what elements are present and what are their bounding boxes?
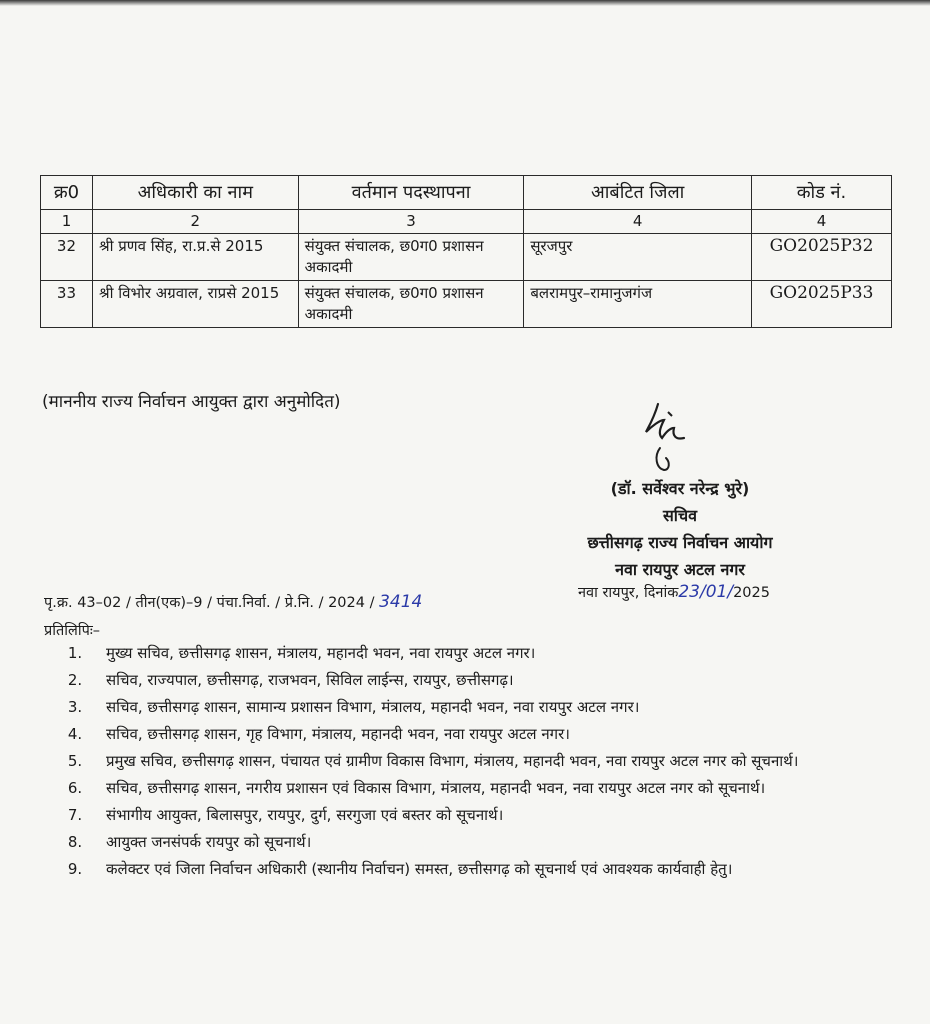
date-year: 2025 <box>733 585 770 601</box>
header-serial: क्र0 <box>41 176 93 210</box>
list-item-text: मुख्य सचिव, छत्तीसगढ़ शासन, मंत्रालय, महानदी भवन, नवा रायपुर अटल नगर। <box>106 644 536 662</box>
list-item <box>44 829 884 856</box>
date-prefix: नवा रायपुर, दिनांक <box>578 585 679 601</box>
list-item-number: 4. <box>67 725 83 743</box>
copy-recipient-list <box>44 640 884 883</box>
row-code: GO2025P32 <box>752 234 892 281</box>
column-number: 1 <box>41 210 93 234</box>
row-officer-name: श्री प्रणव सिंह, रा.प्र.से 2015 <box>92 234 298 281</box>
approval-note: (माननीय राज्य निर्वाचन आयुक्त द्वारा अनुमोदित) <box>42 392 341 412</box>
handwritten-date: 23/01/ <box>678 582 734 602</box>
list-item <box>44 775 884 802</box>
list-item-number: 5. <box>67 752 83 770</box>
header-code-no: कोड नं. <box>752 176 892 210</box>
list-item-number: 1. <box>67 644 83 662</box>
list-item-number: 2. <box>67 671 83 689</box>
page-top-edge <box>0 0 930 6</box>
signatory-designation: सचिव <box>662 506 698 525</box>
handwritten-signature <box>640 398 690 476</box>
officer-allocation-table <box>40 175 892 328</box>
list-item-number: 8. <box>67 833 83 851</box>
column-number: 3 <box>298 210 524 234</box>
signatory-place: नवा रायपुर अटल नगर <box>615 560 745 579</box>
list-item-text: सचिव, छत्तीसगढ़ शासन, नगरीय प्रशासन एवं विकास विभाग, मंत्रालय, महानदी भवन, नवा रायपुर अटल नगर को सूचनार्थ। <box>106 779 766 797</box>
handwritten-reference-no: 3414 <box>379 592 423 612</box>
header-allotted-district: आबंटित जिला <box>524 176 752 210</box>
list-item-text: सचिव, छत्तीसगढ़ शासन, सामान्य प्रशासन विभाग, मंत्रालय, महानदी भवन, नवा रायपुर अटल नगर। <box>106 698 640 716</box>
list-item-number: 7. <box>67 806 83 824</box>
column-number-row <box>41 210 892 234</box>
copy-heading: प्रतिलिपिः– <box>44 623 101 639</box>
row-allotted-district: सूरजपुर <box>524 234 752 281</box>
list-item <box>44 721 884 748</box>
table-header-row <box>41 176 892 210</box>
row-allotted-district: बलरामपुर–रामानुजगंज <box>524 281 752 328</box>
column-number: 2 <box>92 210 298 234</box>
row-current-posting: संयुक्त संचालक, छ0ग0 प्रशासन अकादमी <box>298 281 524 328</box>
row-serial: 33 <box>41 281 93 328</box>
reference-prefix: पृ.क्र. 43–02 / तीन(एक)–9 / पंचा.निर्वा. / प्रे.नि. / 2024 / <box>44 595 375 611</box>
table-row <box>41 234 892 281</box>
column-number: 4 <box>752 210 892 234</box>
signatory-office: छत्तीसगढ़ राज्य निर्वाचन आयोग <box>587 533 773 552</box>
header-current-posting: वर्तमान पदस्थापना <box>298 176 524 210</box>
list-item-text: कलेक्टर एवं जिला निर्वाचन अधिकारी (स्थानीय निर्वाचन) समस्त, छत्तीसगढ़ को सूचनार्थ एवं आवश्यक कार्यवाही हेतु। <box>106 860 733 878</box>
list-item-number: 3. <box>67 698 83 716</box>
row-current-posting: संयुक्त संचालक, छ0ग0 प्रशासन अकादमी <box>298 234 524 281</box>
row-serial: 32 <box>41 234 93 281</box>
list-item-text: सचिव, राज्यपाल, छत्तीसगढ़, राजभवन, सिविल लाईन्स, रायपुर, छत्तीसगढ़। <box>106 671 514 689</box>
row-officer-name: श्री विभोर अग्रवाल, राप्रसे 2015 <box>92 281 298 328</box>
list-item-text: सचिव, छत्तीसगढ़ शासन, गृह विभाग, मंत्रालय, महानदी भवन, नवा रायपुर अटल नगर। <box>106 725 570 743</box>
table-row <box>41 281 892 328</box>
column-number: 4 <box>524 210 752 234</box>
list-item <box>44 640 884 667</box>
list-item-number: 9. <box>67 860 83 878</box>
list-item <box>44 694 884 721</box>
list-item <box>44 667 884 694</box>
signatory-block <box>520 475 840 583</box>
list-item-text: संभागीय आयुक्त, बिलासपुर, रायपुर, दुर्ग, सरगुजा एवं बस्तर को सूचनार्थ। <box>106 806 504 824</box>
list-item-text: आयुक्त जनसंपर्क रायपुर को सूचनार्थ। <box>106 833 312 851</box>
row-code: GO2025P33 <box>752 281 892 328</box>
signatory-name: (डॉ. सर्वेश्वर नरेन्द्र भुरे) <box>610 479 750 498</box>
list-item <box>44 802 884 829</box>
list-item-number: 6. <box>67 779 83 797</box>
list-item <box>44 856 884 883</box>
date-line <box>578 582 770 602</box>
list-item-text: प्रमुख सचिव, छत्तीसगढ़ शासन, पंचायत एवं ग्रामीण विकास विभाग, मंत्रालय, महानदी भवन, नवा रायपुर अटल नगर को सूचनार्थ। <box>106 752 799 770</box>
header-officer-name: अधिकारी का नाम <box>92 176 298 210</box>
list-item <box>44 748 884 775</box>
reference-number <box>44 592 422 612</box>
